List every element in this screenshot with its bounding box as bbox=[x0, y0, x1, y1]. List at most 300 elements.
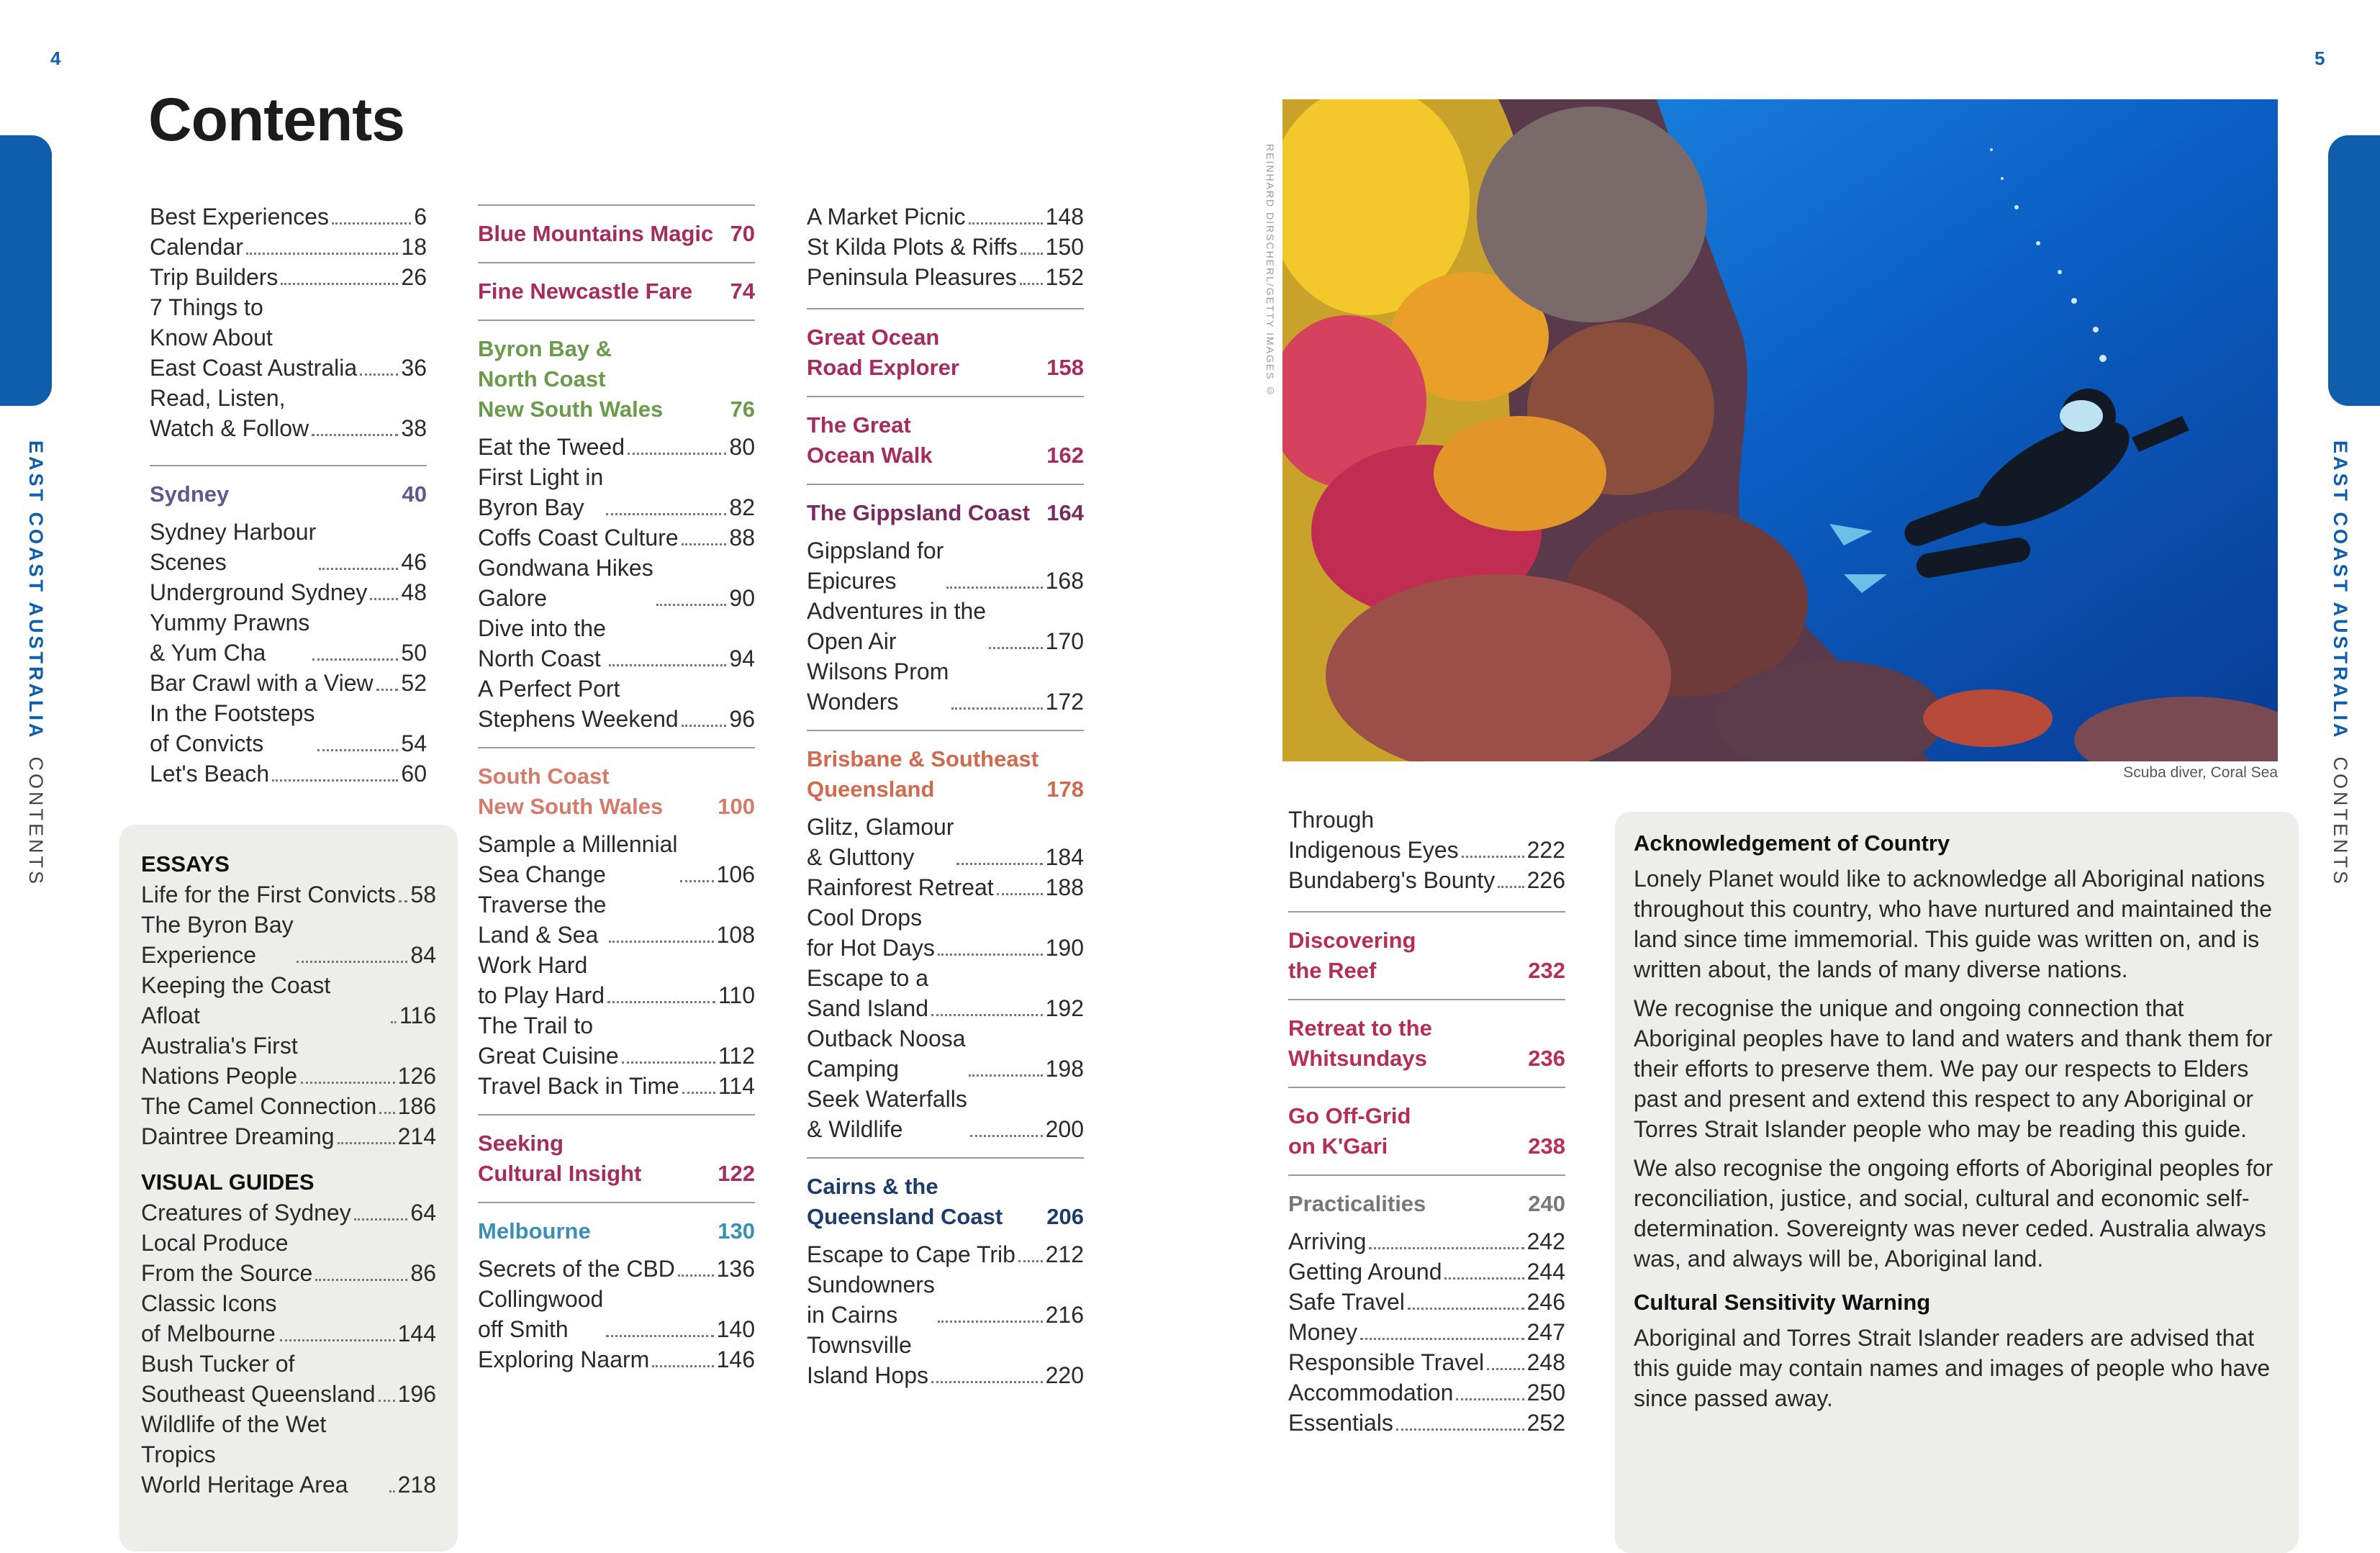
visual-guides-heading: VISUAL GUIDES bbox=[141, 1169, 315, 1195]
dot-leader bbox=[969, 1074, 1043, 1077]
toc-entry-title: Adventures in the Open Air bbox=[807, 598, 987, 654]
section-page: 158 bbox=[1046, 355, 1084, 380]
toc-entry[interactable] bbox=[478, 522, 755, 553]
toc-entry-title: Local Produce From the Source bbox=[141, 1230, 313, 1286]
toc-section-melbourne[interactable] bbox=[478, 1202, 755, 1375]
dot-leader bbox=[1396, 1429, 1524, 1431]
toc-section-southcoast[interactable] bbox=[478, 747, 755, 1101]
toc-entry-title: Sample a Millennial Sea Change bbox=[478, 831, 678, 887]
page-title: Contents bbox=[148, 86, 404, 153]
toc-entry[interactable] bbox=[141, 970, 436, 1031]
section-page: 238 bbox=[1528, 1133, 1565, 1159]
toc-entry-page: 244 bbox=[1526, 1259, 1565, 1285]
dot-leader bbox=[682, 1092, 715, 1094]
toc-entry-page: 146 bbox=[716, 1346, 755, 1372]
toc-entry-page: 150 bbox=[1045, 234, 1084, 260]
acknowledgement-paragraph-3: We also recognise the ongoing efforts of Aboriginal peoples for reconciliation, justice, and social, cultural and economic self-determination. Sovereignty was never ceded. Australia always was, and always will be, Aboriginal land. bbox=[1634, 1155, 2273, 1272]
toc-entry[interactable] bbox=[807, 656, 1084, 717]
toc-section-magic[interactable] bbox=[478, 204, 755, 249]
toc-entry[interactable] bbox=[141, 1091, 436, 1121]
dot-leader bbox=[389, 1490, 395, 1493]
dot-leader bbox=[1498, 886, 1524, 888]
toc-entry-page: 152 bbox=[1045, 264, 1084, 290]
toc-entry-page: 36 bbox=[401, 355, 427, 381]
dot-leader bbox=[1018, 1260, 1043, 1262]
toc-entry[interactable] bbox=[478, 829, 755, 889]
toc-entry-page: 94 bbox=[729, 646, 755, 671]
toc-entry[interactable] bbox=[478, 432, 755, 462]
toc-entry-page: 172 bbox=[1045, 689, 1084, 715]
toc-section-ocean[interactable] bbox=[807, 308, 1084, 383]
toc-entry-page: 96 bbox=[729, 706, 755, 732]
toc-entry-page: 252 bbox=[1526, 1410, 1565, 1436]
dot-leader bbox=[678, 1274, 714, 1277]
toc-section-byron[interactable] bbox=[478, 320, 755, 734]
toc-entry-title: Safe Travel bbox=[1288, 1289, 1405, 1315]
section-page: 122 bbox=[718, 1161, 755, 1186]
toc-entry[interactable] bbox=[141, 1349, 436, 1409]
toc-entry-page: 64 bbox=[410, 1200, 436, 1226]
dot-leader bbox=[376, 689, 399, 691]
section-title: The Great Ocean Walk bbox=[807, 412, 933, 468]
toc-section-walk[interactable] bbox=[807, 396, 1084, 471]
toc-entry[interactable] bbox=[141, 879, 436, 910]
toc-list-cairns bbox=[807, 1239, 1084, 1390]
toc-entry-title: Exploring Naarm bbox=[478, 1346, 650, 1372]
section-title: Discovering the Reef bbox=[1288, 928, 1416, 983]
toc-entry-title: Peninsula Pleasures bbox=[807, 264, 1017, 290]
toc-list-col3-intro bbox=[807, 202, 1084, 292]
toc-entry[interactable] bbox=[478, 1254, 755, 1284]
toc-entry[interactable] bbox=[478, 1344, 755, 1375]
photo-caption: Scuba diver, Coral Sea bbox=[2123, 764, 2278, 781]
dot-leader bbox=[607, 1001, 715, 1003]
side-label-normal: CONTENTS bbox=[25, 756, 47, 887]
toc-entry[interactable] bbox=[141, 1197, 436, 1228]
toc-list-sydney bbox=[150, 517, 427, 789]
toc-entry-title: Rainforest Retreat bbox=[807, 874, 994, 900]
toc-entry[interactable] bbox=[150, 232, 427, 262]
section-page: 236 bbox=[1528, 1046, 1565, 1071]
toc-entry[interactable] bbox=[150, 202, 427, 232]
toc-list-gippsland bbox=[807, 535, 1084, 717]
essays-heading: ESSAYS bbox=[141, 851, 230, 877]
dot-leader bbox=[319, 568, 398, 570]
toc-entry-title: Best Experiences bbox=[150, 204, 330, 230]
toc-entry-title: The Camel Connection bbox=[141, 1093, 377, 1119]
toc-section-practicalities[interactable] bbox=[1288, 1174, 1565, 1438]
toc-entry[interactable] bbox=[141, 910, 436, 970]
toc-entry[interactable] bbox=[807, 1269, 1084, 1330]
dot-leader bbox=[606, 1335, 713, 1337]
toc-entry-page: 112 bbox=[718, 1043, 755, 1069]
toc-entry-title: Sydney Harbour Scenes bbox=[150, 519, 317, 575]
warning-text: Aboriginal and Torres Strait Islander readers are advised that this guide may contain names and images of people who have since passed away. bbox=[1634, 1325, 2271, 1411]
toc-entry-title: Through Indigenous Eyes bbox=[1288, 807, 1459, 863]
toc-entry-title: Escape to a Sand Island bbox=[807, 965, 929, 1021]
dot-leader bbox=[1462, 856, 1524, 858]
dot-leader bbox=[332, 222, 411, 225]
toc-entry-page: 90 bbox=[729, 585, 755, 611]
dot-leader bbox=[656, 604, 727, 606]
toc-entry-title: 7 Things to Know About East Coast Australia bbox=[150, 294, 358, 381]
dot-leader bbox=[315, 1279, 407, 1281]
coral-reef-diver-illustration bbox=[1282, 99, 2278, 761]
toc-entry[interactable] bbox=[150, 577, 427, 607]
dot-leader bbox=[379, 1400, 395, 1402]
toc-entry[interactable] bbox=[141, 1228, 436, 1288]
toc-entry[interactable] bbox=[1288, 1226, 1565, 1257]
toc-entry[interactable] bbox=[150, 698, 427, 759]
toc-entry[interactable] bbox=[478, 553, 755, 613]
section-title: The Gippsland Coast bbox=[807, 500, 1031, 525]
photo-credit: REINHARD DIRSCHERL/GETTY IMAGES © bbox=[1264, 144, 1276, 398]
section-title: Retreat to the Whitsundays bbox=[1288, 1015, 1432, 1071]
toc-entry-page: 214 bbox=[397, 1123, 436, 1149]
toc-entry-page: 168 bbox=[1045, 568, 1084, 594]
dot-leader bbox=[1360, 1338, 1524, 1340]
toc-entry-title: Townsville Island Hops bbox=[807, 1332, 928, 1388]
toc-entry-title: St Kilda Plots & Riffs bbox=[807, 234, 1018, 260]
toc-entry-page: 54 bbox=[401, 730, 427, 756]
dot-leader bbox=[1021, 253, 1043, 255]
toc-entry[interactable] bbox=[141, 1031, 436, 1091]
toc-entry-title: Responsible Travel bbox=[1288, 1349, 1485, 1375]
side-label-right bbox=[2329, 440, 2351, 887]
section-page: 100 bbox=[718, 794, 755, 819]
toc-entry-page: 84 bbox=[410, 942, 436, 968]
section-page: 76 bbox=[730, 397, 755, 422]
toc-entry[interactable] bbox=[1288, 1317, 1565, 1347]
toc-entry-page: 144 bbox=[397, 1321, 436, 1346]
toc-entry-page: 250 bbox=[1526, 1380, 1565, 1405]
toc-entry-page: 50 bbox=[401, 640, 427, 666]
section-title: Seeking Cultural Insight bbox=[478, 1131, 642, 1186]
toc-entry[interactable] bbox=[478, 462, 755, 522]
section-title: Great Ocean Road Explorer bbox=[807, 325, 959, 380]
dot-leader bbox=[280, 1339, 395, 1341]
toc-entry[interactable] bbox=[1288, 1287, 1565, 1317]
toc-entry-title: A Market Picnic bbox=[807, 204, 966, 230]
toc-list-practicalities bbox=[1288, 1226, 1565, 1438]
dot-leader bbox=[354, 1218, 408, 1221]
dot-leader bbox=[609, 664, 727, 666]
toc-entry[interactable] bbox=[807, 1239, 1084, 1269]
toc-entry[interactable] bbox=[807, 596, 1084, 656]
toc-entry-title: Accommodation bbox=[1288, 1380, 1454, 1405]
toc-entry-page: 200 bbox=[1045, 1116, 1084, 1142]
toc-entry-page: 108 bbox=[716, 922, 755, 948]
toc-entry-page: 80 bbox=[729, 434, 755, 460]
toc-entry[interactable] bbox=[150, 383, 427, 443]
side-label-bold: EAST COAST AUSTRALIA bbox=[25, 440, 47, 741]
toc-entry-page: 52 bbox=[401, 670, 427, 696]
toc-entry-page: 242 bbox=[1526, 1228, 1565, 1254]
toc-entry-title: Life for the First Convicts bbox=[141, 882, 396, 907]
section-title: Brisbane & Southeast Queensland bbox=[807, 746, 1039, 802]
toc-entry-title: Dive into the North Coast bbox=[478, 615, 606, 671]
toc-entry[interactable] bbox=[478, 889, 755, 950]
toc-entry[interactable] bbox=[150, 262, 427, 292]
dot-leader bbox=[1020, 283, 1043, 285]
toc-entry-title: Work Hard to Play Hard bbox=[478, 952, 605, 1008]
section-page: 40 bbox=[402, 481, 427, 507]
toc-list-brisbane bbox=[807, 812, 1084, 1144]
toc-entry-page: 136 bbox=[716, 1256, 755, 1282]
toc-entry-title: Seek Waterfalls & Wildlife bbox=[807, 1086, 967, 1142]
toc-entry-title: Traverse the Land & Sea bbox=[478, 892, 607, 948]
dot-leader bbox=[652, 1365, 713, 1367]
toc-entry-title: Getting Around bbox=[1288, 1259, 1442, 1285]
toc-column-2 bbox=[478, 204, 755, 1375]
toc-column-1-box bbox=[141, 839, 436, 1500]
section-title: Practicalities bbox=[1288, 1191, 1426, 1216]
toc-entry[interactable] bbox=[150, 607, 427, 668]
dot-leader bbox=[281, 283, 398, 285]
toc-entry-title: Classic Icons of Melbourne bbox=[141, 1290, 277, 1346]
dot-leader bbox=[938, 1321, 1043, 1323]
dot-leader bbox=[682, 543, 727, 545]
toc-entry-title: The Byron Bay Experience bbox=[141, 912, 294, 968]
toc-entry[interactable] bbox=[807, 872, 1084, 902]
toc-entry-page: 6 bbox=[414, 204, 427, 230]
toc-entry-title: Bush Tucker of Southeast Queensland bbox=[141, 1351, 376, 1407]
toc-entry[interactable] bbox=[478, 950, 755, 1010]
toc-entry-page: 226 bbox=[1526, 867, 1565, 893]
toc-entry-page: 218 bbox=[397, 1472, 436, 1498]
toc-entry-page: 86 bbox=[410, 1260, 436, 1286]
dot-leader bbox=[297, 961, 408, 963]
side-label-normal: CONTENTS bbox=[2330, 756, 2351, 887]
toc-entry[interactable] bbox=[1288, 1257, 1565, 1287]
toc-entry[interactable] bbox=[478, 1284, 755, 1344]
toc-entry-page: 48 bbox=[401, 579, 427, 605]
toc-entry[interactable] bbox=[807, 1330, 1084, 1390]
toc-entry[interactable] bbox=[807, 1084, 1084, 1144]
dot-leader bbox=[1444, 1277, 1524, 1280]
toc-section-cairns[interactable] bbox=[807, 1157, 1084, 1390]
toc-entry-title: Calendar bbox=[150, 234, 243, 260]
toc-entry-page: 116 bbox=[399, 1002, 436, 1028]
toc-entry-page: 186 bbox=[397, 1093, 436, 1119]
toc-entry-title: Yummy Prawns & Yum Cha bbox=[150, 610, 310, 666]
toc-entry-page: 82 bbox=[729, 494, 755, 520]
toc-entry-page: 188 bbox=[1045, 874, 1084, 900]
toc-entry-title: Cool Drops for Hot Days bbox=[807, 905, 935, 961]
toc-entry-title: Arriving bbox=[1288, 1228, 1367, 1254]
toc-entry-title: Money bbox=[1288, 1319, 1358, 1345]
toc-entry-page: 110 bbox=[718, 982, 755, 1008]
toc-entry-page: 58 bbox=[410, 882, 436, 907]
section-page: 162 bbox=[1046, 443, 1084, 468]
toc-entry-page: 46 bbox=[401, 549, 427, 575]
dot-leader bbox=[946, 587, 1042, 589]
section-title: Byron Bay & North Coast New South Wales bbox=[478, 336, 664, 422]
dot-leader bbox=[969, 222, 1043, 225]
toc-entry[interactable] bbox=[1288, 1377, 1565, 1408]
toc-entry[interactable] bbox=[478, 674, 755, 734]
dot-leader bbox=[938, 954, 1043, 956]
toc-entry-title: Glitz, Glamour & Gluttony bbox=[807, 814, 954, 870]
toc-entry-title: Wildlife of the Wet Tropics World Heritage Area bbox=[141, 1411, 348, 1498]
toc-entry-page: 222 bbox=[1526, 837, 1565, 863]
toc-section-seeking[interactable] bbox=[478, 1114, 755, 1189]
toc-entry-title: Secrets of the CBD bbox=[478, 1256, 675, 1282]
dot-leader bbox=[970, 1135, 1043, 1137]
section-page: 164 bbox=[1046, 500, 1084, 525]
toc-entry[interactable] bbox=[807, 963, 1084, 1023]
toc-entry[interactable] bbox=[807, 902, 1084, 963]
toc-list-intro bbox=[150, 202, 427, 443]
toc-entry[interactable] bbox=[807, 202, 1084, 232]
toc-entry[interactable] bbox=[478, 613, 755, 674]
toc-entry-page: 198 bbox=[1045, 1056, 1084, 1082]
toc-entry[interactable] bbox=[478, 1071, 755, 1101]
toc-entry-page: 184 bbox=[1045, 844, 1084, 870]
toc-entry-title: Let's Beach bbox=[150, 761, 270, 787]
toc-entry[interactable] bbox=[807, 535, 1084, 596]
toc-entry[interactable] bbox=[1288, 865, 1565, 895]
toc-list-southcoast bbox=[478, 829, 755, 1101]
toc-column-3 bbox=[807, 202, 1084, 1390]
dot-leader bbox=[317, 749, 398, 751]
toc-entry-page: 148 bbox=[1045, 204, 1084, 230]
toc-entry-page: 38 bbox=[401, 415, 427, 441]
dot-leader bbox=[391, 1021, 397, 1023]
section-title: Sydney bbox=[150, 481, 230, 507]
side-label-bold: EAST COAST AUSTRALIA bbox=[2330, 440, 2351, 741]
toc-entry-title: Coffs Coast Culture bbox=[478, 525, 679, 551]
toc-entry-title: Essentials bbox=[1288, 1410, 1393, 1436]
toc-entry[interactable] bbox=[141, 1121, 436, 1151]
toc-entry-title: Travel Back in Time bbox=[478, 1073, 679, 1099]
section-title: Fine Newcastle Fare bbox=[478, 279, 693, 304]
toc-entry-title: Wilsons Prom Wonders bbox=[807, 658, 949, 715]
toc-section-kgari[interactable] bbox=[1288, 1087, 1565, 1162]
dot-leader bbox=[606, 513, 726, 515]
toc-section-gippsland[interactable] bbox=[807, 484, 1084, 717]
toc-entry-title: Gippsland for Epicures bbox=[807, 538, 944, 594]
toc-entry-title: Sundowners in Cairns bbox=[807, 1272, 935, 1328]
toc-list-visual bbox=[141, 1197, 436, 1500]
dot-leader bbox=[609, 941, 713, 943]
toc-entry-title: Eat the Tweed bbox=[478, 434, 625, 460]
toc-entry-page: 26 bbox=[401, 264, 427, 290]
toc-entry[interactable] bbox=[807, 262, 1084, 292]
section-page: 232 bbox=[1528, 958, 1565, 983]
toc-entry-page: 190 bbox=[1045, 935, 1084, 961]
section-title: South Coast New South Wales bbox=[478, 764, 664, 819]
section-title: Cairns & the Queensland Coast bbox=[807, 1174, 1003, 1229]
toc-entry-title: Bundaberg's Bounty bbox=[1288, 867, 1496, 893]
dot-leader bbox=[951, 707, 1042, 710]
toc-list-essays bbox=[141, 879, 436, 1151]
section-page: 130 bbox=[718, 1218, 755, 1244]
toc-entry-page: 192 bbox=[1045, 995, 1084, 1021]
toc-section-brisbane[interactable] bbox=[807, 730, 1084, 1144]
page-number-left: 4 bbox=[50, 47, 61, 69]
toc-entry[interactable] bbox=[1288, 1347, 1565, 1377]
toc-entry-title: Collingwood off Smith bbox=[478, 1286, 604, 1342]
toc-entry-page: 18 bbox=[401, 234, 427, 260]
toc-entry[interactable] bbox=[141, 1409, 436, 1500]
acknowledgement-title: Acknowledgement of Country bbox=[1634, 830, 1950, 856]
section-page: 74 bbox=[730, 279, 755, 304]
side-tab-left bbox=[0, 135, 52, 406]
dot-leader bbox=[312, 434, 398, 436]
toc-entry[interactable] bbox=[150, 759, 427, 789]
toc-section-sydney[interactable] bbox=[150, 465, 427, 789]
toc-entry-title: Daintree Dreaming bbox=[141, 1123, 335, 1149]
toc-entry[interactable] bbox=[150, 668, 427, 698]
dot-leader bbox=[1456, 1398, 1524, 1400]
hero-photo bbox=[1282, 99, 2278, 761]
dot-leader bbox=[370, 598, 398, 600]
toc-entry[interactable] bbox=[807, 232, 1084, 262]
dot-leader bbox=[1487, 1368, 1524, 1370]
toc-entry-page: 216 bbox=[1045, 1302, 1084, 1328]
toc-entry[interactable] bbox=[150, 517, 427, 577]
dot-leader bbox=[379, 1112, 394, 1114]
toc-column-4 bbox=[1288, 805, 1565, 1438]
toc-entry-title: First Light in Byron Bay bbox=[478, 464, 604, 520]
toc-entry-title: Gondwana Hikes Galore bbox=[478, 555, 653, 611]
acknowledgement-text bbox=[1634, 828, 2281, 1422]
dot-leader bbox=[682, 725, 727, 727]
side-label-left bbox=[24, 440, 47, 887]
toc-entry-page: 212 bbox=[1045, 1241, 1084, 1267]
toc-entry[interactable] bbox=[478, 1010, 755, 1071]
dot-leader bbox=[399, 900, 408, 902]
section-title: Melbourne bbox=[478, 1218, 591, 1244]
toc-entry[interactable] bbox=[150, 292, 427, 383]
section-title: Blue Mountains Magic bbox=[478, 221, 714, 246]
toc-section-newcastle[interactable] bbox=[478, 262, 755, 307]
dot-leader bbox=[622, 1061, 715, 1064]
toc-entry[interactable] bbox=[807, 812, 1084, 872]
toc-entry[interactable] bbox=[1288, 1408, 1565, 1438]
dot-leader bbox=[360, 373, 398, 376]
dot-leader bbox=[1369, 1247, 1524, 1249]
toc-entry-title: Creatures of Sydney bbox=[141, 1200, 351, 1226]
section-page: 178 bbox=[1046, 776, 1084, 802]
toc-entry-page: 248 bbox=[1526, 1349, 1565, 1375]
toc-entry[interactable] bbox=[141, 1288, 436, 1349]
dot-leader bbox=[989, 647, 1043, 649]
dot-leader bbox=[301, 1082, 395, 1084]
section-page: 206 bbox=[1046, 1204, 1084, 1229]
toc-entry-page: 196 bbox=[397, 1381, 436, 1407]
toc-section-reef[interactable] bbox=[1288, 911, 1565, 986]
section-page: 70 bbox=[730, 221, 755, 246]
toc-entry-title: A Perfect Port Stephens Weekend bbox=[478, 676, 679, 732]
toc-entry-title: Outback Noosa Camping bbox=[807, 1025, 966, 1082]
toc-entry[interactable] bbox=[807, 1023, 1084, 1084]
toc-entry-page: 114 bbox=[718, 1073, 755, 1099]
toc-entry-title: Underground Sydney bbox=[150, 579, 368, 605]
dot-leader bbox=[312, 658, 398, 661]
toc-entry[interactable] bbox=[1288, 805, 1565, 865]
toc-column-1 bbox=[150, 202, 427, 789]
toc-entry-title: Read, Listen, Watch & Follow bbox=[150, 385, 309, 441]
toc-section-whitsundays[interactable] bbox=[1288, 999, 1565, 1074]
toc-entry-title: The Trail to Great Cuisine bbox=[478, 1013, 619, 1069]
toc-entry-page: 140 bbox=[716, 1316, 755, 1342]
toc-entry-title: Trip Builders bbox=[150, 264, 279, 290]
side-tab-right bbox=[2328, 135, 2380, 406]
toc-entry-page: 246 bbox=[1526, 1289, 1565, 1315]
dot-leader bbox=[628, 453, 726, 455]
